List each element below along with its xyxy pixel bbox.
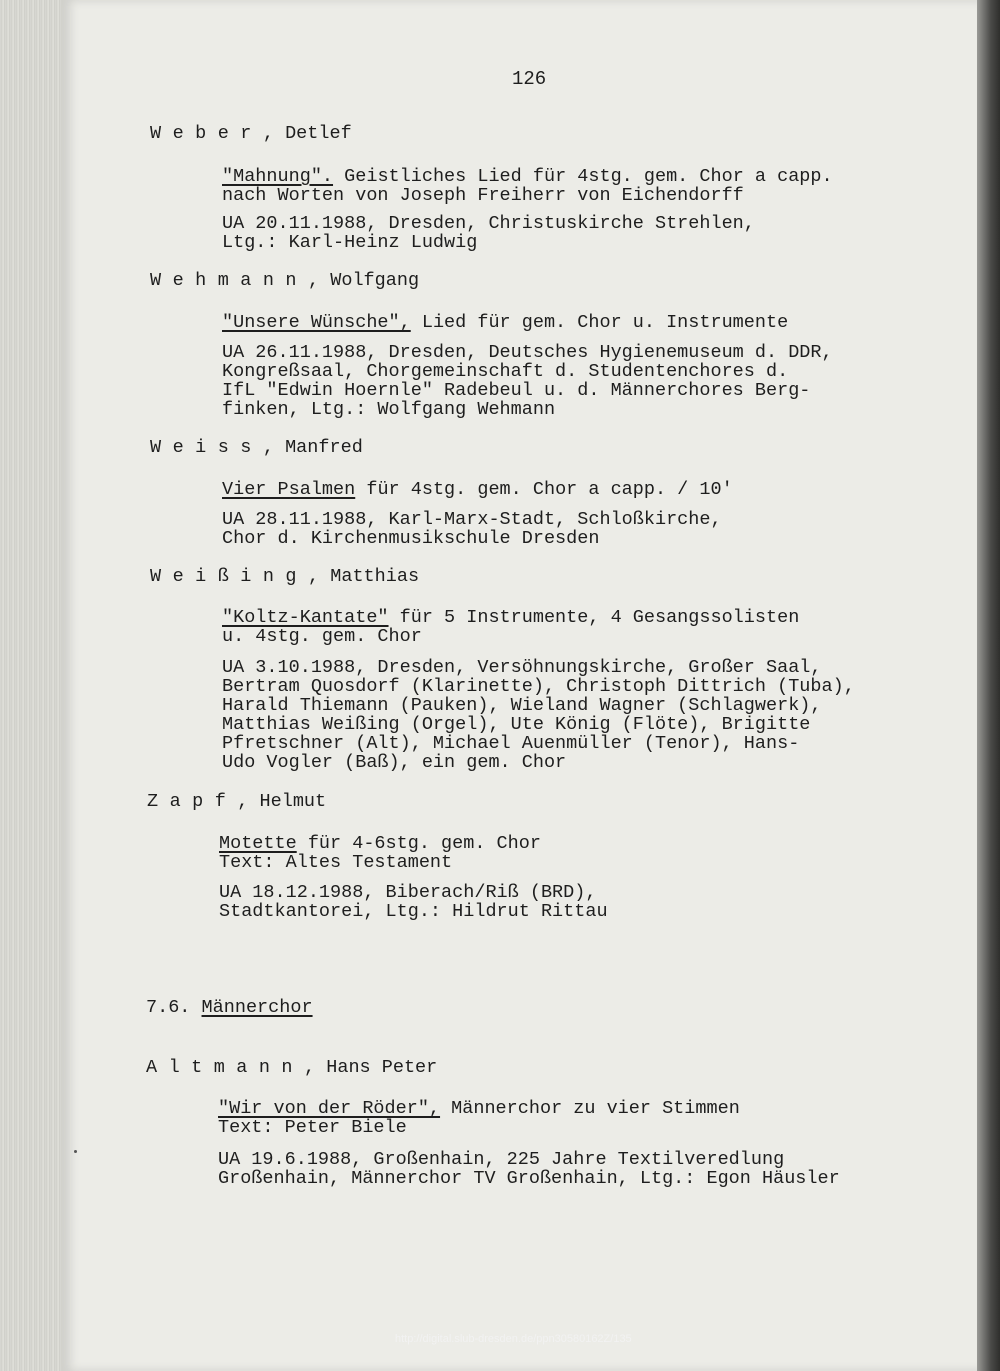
work-title: "Wir von der Röder", xyxy=(218,1098,441,1119)
premiere-line: Chor d. Kirchenmusikschule Dresden xyxy=(222,528,600,549)
section-title: Männerchor xyxy=(201,997,313,1018)
premiere-line: Kongreßsaal, Chorgemeinschaft d. Studentenchores d. xyxy=(222,361,789,382)
composer-name: Weber, Detlef xyxy=(150,123,352,144)
composer-given-name: Manfred xyxy=(285,437,363,458)
section-number: 7.6. xyxy=(146,997,191,1018)
composer-name: Wehmann, Wolfgang xyxy=(150,270,420,291)
work-title: Vier Psalmen xyxy=(222,479,356,500)
premiere-line: Pfretschner (Alt), Michael Auenmüller (Tenor), Hans- xyxy=(222,733,800,754)
premiere-line: IfL "Edwin Hoernle" Radebeul u. d. Männerchores Berg- xyxy=(222,380,811,401)
premiere-line: Ltg.: Karl-Heinz Ludwig xyxy=(222,232,478,253)
work-line xyxy=(219,834,541,854)
premiere-line: UA 20.11.1988, Dresden, Christuskirche Strehlen, xyxy=(222,213,755,234)
premiere-line: finken, Ltg.: Wolfgang Wehmann xyxy=(222,399,556,420)
composer-given-name: Hans Peter xyxy=(326,1057,438,1078)
work-line xyxy=(222,480,733,500)
premiere-line: Udo Vogler (Baß), ein gem. Chor xyxy=(222,752,567,773)
composer-surname: Zapf xyxy=(147,791,238,812)
composer-name: Weißing, Matthias xyxy=(150,566,420,587)
composer-given-name: Wolfgang xyxy=(330,270,420,291)
composer-given-name: Helmut xyxy=(259,791,327,812)
work-title: "Mahnung". xyxy=(222,166,334,187)
work-text: Text: Peter Biele xyxy=(218,1117,407,1138)
composer-surname: Weber xyxy=(150,123,263,144)
work-description: Männerchor zu vier Stimmen xyxy=(440,1098,740,1119)
binding-shadow xyxy=(977,0,1000,1371)
section-heading xyxy=(146,998,313,1018)
premiere-line: UA 19.6.1988, Großenhain, 225 Jahre Textilveredlung xyxy=(218,1149,785,1170)
work-description: Geistliches Lied für 4stg. gem. Chor a capp. xyxy=(333,166,833,187)
work-line xyxy=(218,1099,740,1119)
work-description: für 4stg. gem. Chor a capp. / 10' xyxy=(355,479,733,500)
composer-surname: Weiss xyxy=(150,437,263,458)
work-text: Text: Altes Testament xyxy=(219,852,453,873)
composer-name: Weiss, Manfred xyxy=(150,437,363,458)
premiere-line: Matthias Weißing (Orgel), Ute König (Flöte), Brigitte xyxy=(222,714,811,735)
premiere-line: Bertram Quosdorf (Klarinette), Christoph Dittrich (Tuba), xyxy=(222,676,855,697)
premiere-line: UA 28.11.1988, Karl-Marx-Stadt, Schloßkirche, xyxy=(222,509,722,530)
work-title: "Unsere Wünsche", xyxy=(222,312,411,333)
premiere-line: Harald Thiemann (Pauken), Wieland Wagner (Schlagwerk), xyxy=(222,695,822,716)
premiere-line: Stadtkantorei, Ltg.: Hildrut Rittau xyxy=(219,901,608,922)
work-description-cont: u. 4stg. gem. Chor xyxy=(222,626,422,647)
work-description-cont: nach Worten von Joseph Freiherr von Eichendorff xyxy=(222,185,744,206)
premiere-line: UA 26.11.1988, Dresden, Deutsches Hygienemuseum d. DDR, xyxy=(222,342,833,363)
composer-given-name: Detlef xyxy=(285,123,352,144)
premiere-line: UA 18.12.1988, Biberach/Riß (BRD), xyxy=(219,882,597,903)
margin-mark xyxy=(74,1150,77,1153)
source-url: http://digital.slub-dresden.de/ppn30580162Z/135 xyxy=(395,1333,632,1345)
composer-name: Zapf, Helmut xyxy=(147,791,327,812)
work-line xyxy=(222,608,799,628)
premiere-line: Großenhain, Männerchor TV Großenhain, Ltg.: Egon Häusler xyxy=(218,1168,840,1189)
composer-surname: Weißing xyxy=(150,566,309,587)
work-line xyxy=(222,167,833,187)
page-stack-edges xyxy=(0,0,70,1371)
work-title: "Koltz-Kantate" xyxy=(222,607,389,628)
work-title: Motette xyxy=(219,833,297,854)
composer-given-name: Matthias xyxy=(330,566,420,587)
composer-surname: Altmann xyxy=(146,1057,305,1078)
work-line xyxy=(222,313,788,333)
work-description: Lied für gem. Chor u. Instrumente xyxy=(410,312,789,333)
composer-surname: Wehmann xyxy=(150,270,309,291)
work-description: für 4-6stg. gem. Chor xyxy=(296,833,541,854)
composer-name: Altmann, Hans Peter xyxy=(146,1057,438,1078)
page-number: 126 xyxy=(512,68,547,90)
work-description: für 5 Instrumente, 4 Gesangssolisten xyxy=(388,607,800,628)
premiere-line: UA 3.10.1988, Dresden, Versöhnungskirche, Großer Saal, xyxy=(222,657,822,678)
